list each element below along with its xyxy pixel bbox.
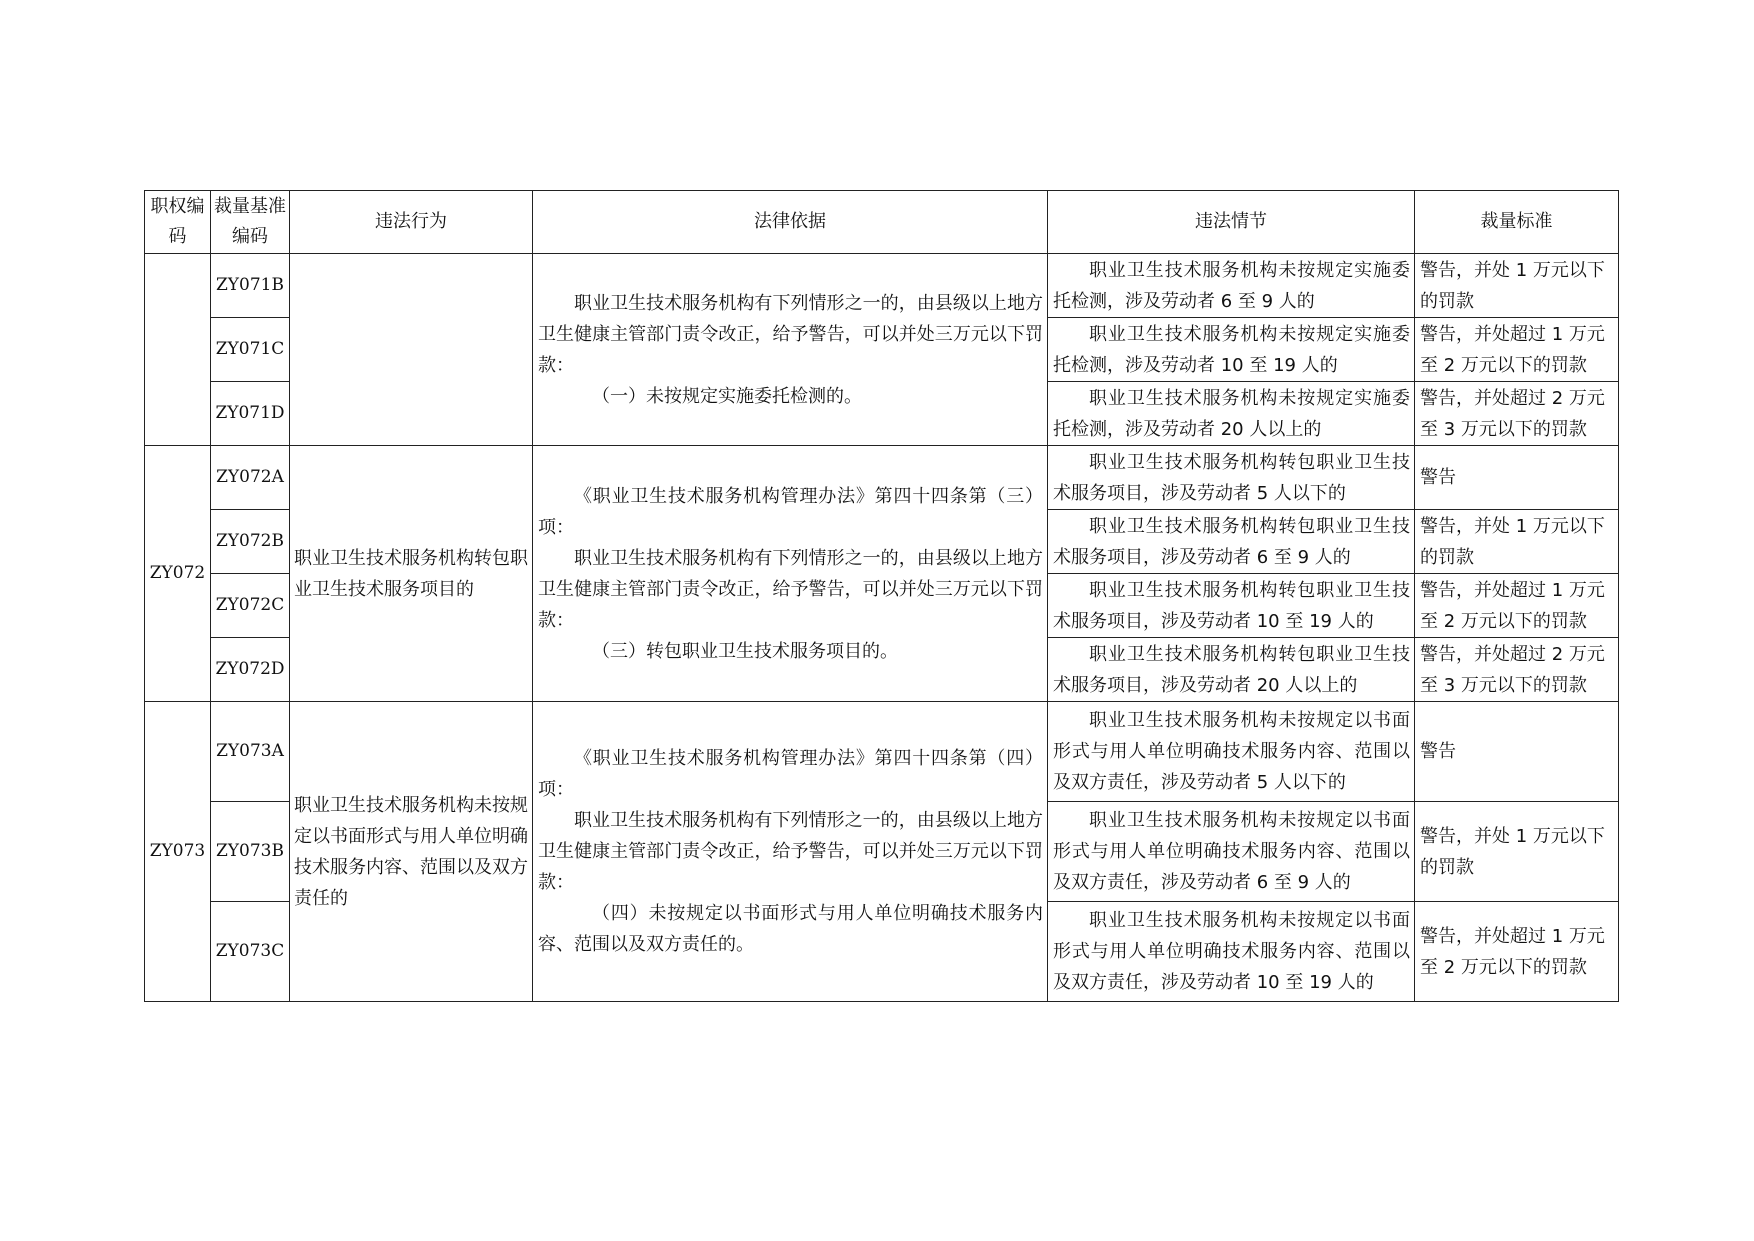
power-code-cell: ZY072 — [145, 446, 211, 702]
basis-paragraph: 职业卫生技术服务机构有下列情形之一的，由县级以上地方卫生健康主管部门责令改正，给予警告，可以并处三万元以下罚款： — [538, 292, 1043, 376]
situation-cell — [1048, 574, 1415, 638]
header-violation-situation: 违法情节 — [1048, 191, 1415, 254]
standard-cell: 警告，并处 1 万元以下的罚款 — [1415, 254, 1619, 318]
standard-cell: 警告，并处超过 1 万元至 2 万元以下的罚款 — [1415, 318, 1619, 382]
situation-cell — [1048, 254, 1415, 318]
legal-basis-cell — [533, 702, 1048, 1002]
situation-cell — [1048, 446, 1415, 510]
table-row — [145, 446, 1619, 510]
base-code-cell: ZY073B — [211, 802, 290, 902]
standard-cell: 警告，并处超过 1 万元至 2 万元以下的罚款 — [1415, 902, 1619, 1002]
header-base-code: 裁量基准编码 — [211, 191, 290, 254]
standard-cell: 警告，并处超过 1 万元至 2 万元以下的罚款 — [1415, 574, 1619, 638]
base-code-cell: ZY072C — [211, 574, 290, 638]
illegal-act-cell: 职业卫生技术服务机构未按规定以书面形式与用人单位明确技术服务内容、范围以及双方责任的 — [290, 702, 533, 1002]
situation-text: 职业卫生技术服务机构未按规定实施委托检测，涉及劳动者 6 至 9 人的 — [1053, 259, 1410, 312]
legal-basis-cell — [533, 446, 1048, 702]
header-row — [145, 191, 1619, 254]
base-code-cell: ZY072D — [211, 638, 290, 702]
power-code-cell — [145, 254, 211, 446]
situation-text: 职业卫生技术服务机构未按规定以书面形式与用人单位明确技术服务内容、范围以及双方责任，涉及劳动者 6 至 9 人的 — [1053, 810, 1410, 893]
basis-item: （三）转包职业卫生技术服务项目的。 — [592, 640, 898, 662]
header-legal-basis: 法律依据 — [533, 191, 1048, 254]
situation-cell — [1048, 902, 1415, 1002]
basis-article: 《职业卫生技术服务机构管理办法》第四十四条第（三）项： — [538, 485, 1043, 538]
situation-cell — [1048, 702, 1415, 802]
base-code-cell: ZY072B — [211, 510, 290, 574]
standard-cell: 警告 — [1415, 446, 1619, 510]
situation-text: 职业卫生技术服务机构未按规定实施委托检测，涉及劳动者 10 至 19 人的 — [1053, 323, 1410, 376]
header-discretion-standard: 裁量标准 — [1415, 191, 1619, 254]
power-code-cell: ZY073 — [145, 702, 211, 1002]
situation-text: 职业卫生技术服务机构未按规定实施委托检测，涉及劳动者 20 人以上的 — [1053, 387, 1410, 440]
discretion-standard-table — [144, 190, 1619, 1002]
situation-cell — [1048, 510, 1415, 574]
situation-text: 职业卫生技术服务机构转包职业卫生技术服务项目，涉及劳动者 6 至 9 人的 — [1053, 515, 1410, 568]
standard-cell: 警告，并处超过 2 万元至 3 万元以下的罚款 — [1415, 382, 1619, 446]
table-row — [145, 702, 1619, 802]
situation-cell — [1048, 382, 1415, 446]
basis-article: 《职业卫生技术服务机构管理办法》第四十四条第（四）项： — [538, 748, 1043, 800]
base-code-cell: ZY071D — [211, 382, 290, 446]
situation-text: 职业卫生技术服务机构转包职业卫生技术服务项目，涉及劳动者 10 至 19 人的 — [1053, 579, 1410, 632]
basis-item: （一）未按规定实施委托检测的。 — [592, 385, 862, 407]
illegal-act-cell: 职业卫生技术服务机构转包职业卫生技术服务项目的 — [290, 446, 533, 702]
base-code-cell: ZY072A — [211, 446, 290, 510]
header-power-code: 职权编码 — [145, 191, 211, 254]
basis-item: （四）未按规定以书面形式与用人单位明确技术服务内容、范围以及双方责任的。 — [538, 903, 1043, 955]
situation-text: 职业卫生技术服务机构转包职业卫生技术服务项目，涉及劳动者 20 人以上的 — [1053, 643, 1410, 696]
header-illegal-act: 违法行为 — [290, 191, 533, 254]
standard-cell: 警告，并处超过 2 万元至 3 万元以下的罚款 — [1415, 638, 1619, 702]
standard-cell: 警告 — [1415, 702, 1619, 802]
situation-text: 职业卫生技术服务机构未按规定以书面形式与用人单位明确技术服务内容、范围以及双方责任，涉及劳动者 5 人以下的 — [1053, 710, 1410, 793]
standard-cell: 警告，并处 1 万元以下的罚款 — [1415, 510, 1619, 574]
base-code-cell: ZY073C — [211, 902, 290, 1002]
situation-text: 职业卫生技术服务机构未按规定以书面形式与用人单位明确技术服务内容、范围以及双方责任，涉及劳动者 10 至 19 人的 — [1053, 910, 1410, 993]
base-code-cell: ZY073A — [211, 702, 290, 802]
illegal-act-cell — [290, 254, 533, 446]
basis-paragraph: 职业卫生技术服务机构有下列情形之一的，由县级以上地方卫生健康主管部门责令改正，给予警告，可以并处三万元以下罚款： — [538, 810, 1043, 893]
standard-cell: 警告，并处 1 万元以下的罚款 — [1415, 802, 1619, 902]
situation-cell — [1048, 318, 1415, 382]
situation-cell — [1048, 638, 1415, 702]
situation-cell — [1048, 802, 1415, 902]
table-row — [145, 254, 1619, 318]
situation-text: 职业卫生技术服务机构转包职业卫生技术服务项目，涉及劳动者 5 人以下的 — [1053, 451, 1410, 504]
base-code-cell: ZY071C — [211, 318, 290, 382]
basis-paragraph: 职业卫生技术服务机构有下列情形之一的，由县级以上地方卫生健康主管部门责令改正，给予警告，可以并处三万元以下罚款： — [538, 547, 1043, 631]
base-code-cell: ZY071B — [211, 254, 290, 318]
legal-basis-cell — [533, 254, 1048, 446]
